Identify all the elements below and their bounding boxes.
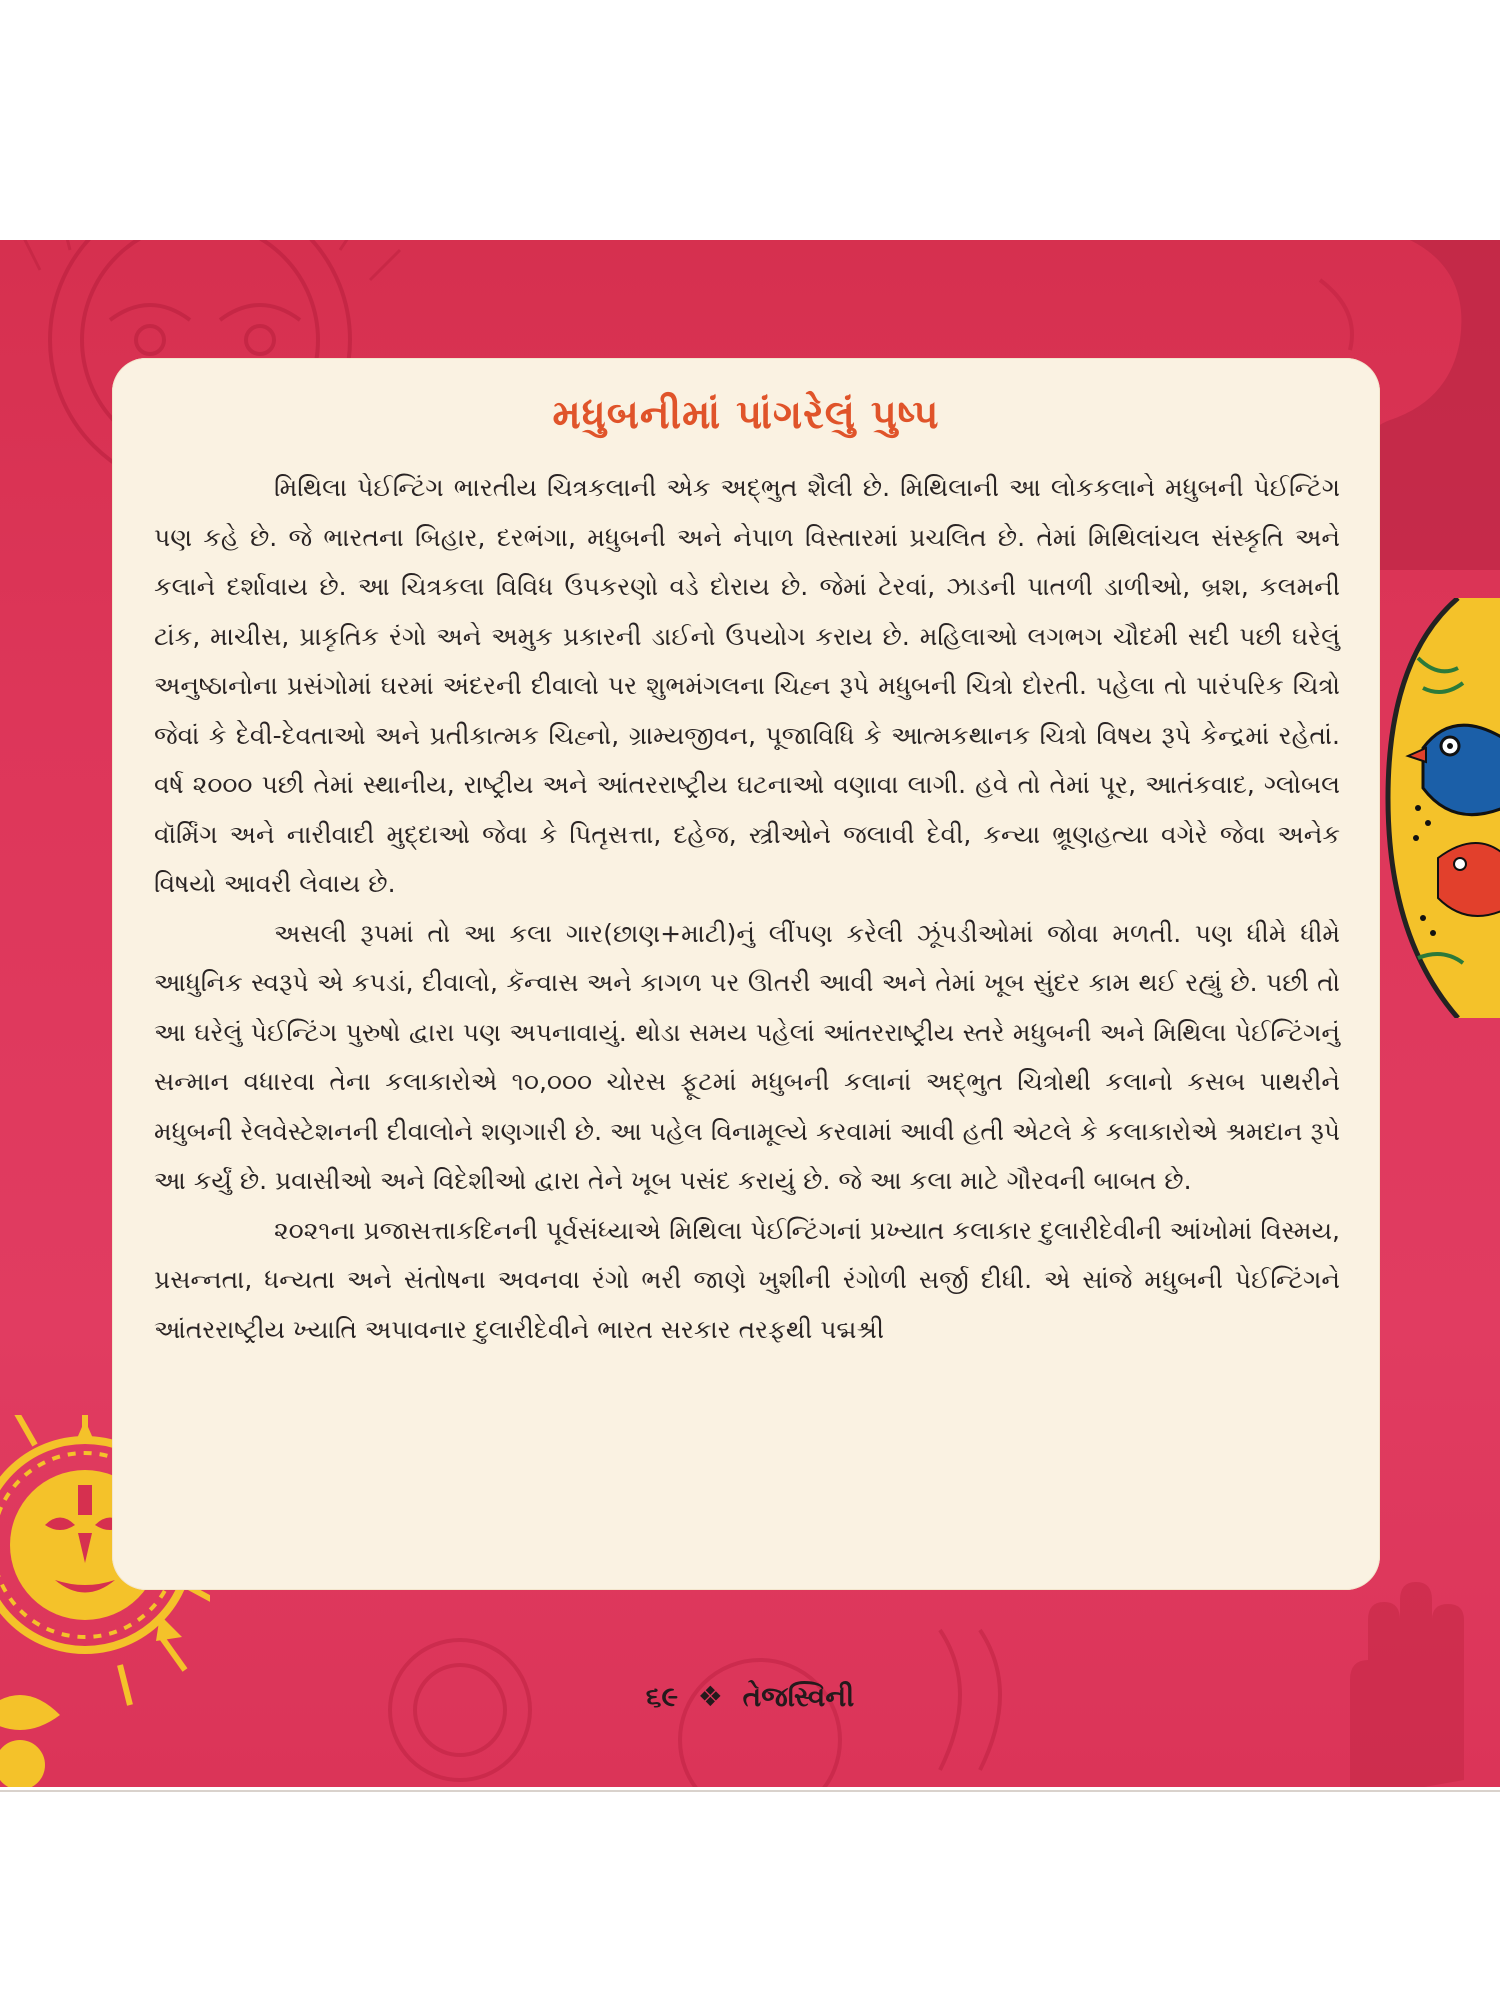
page-number: ૬૯ (645, 1680, 679, 1713)
page-footer (0, 1680, 1500, 1714)
page-edge-line (0, 1790, 1500, 1792)
article-panel (112, 358, 1380, 1590)
article-body (154, 463, 1340, 1354)
article-paragraph: મિથિલા પેઈન્ટિંગ ભારતીય ચિત્રકલાની એક અદ્ભુત શૈલી છે. મિથિલાની આ લોકકલાને મધુબની પેઈન્ટિંગ પણ કહે છે. જે ભારતના બિહાર, દરભંગા, મધુબની અને નેપાળ વિસ્તારમાં પ્રચલિત છે. તેમાં મિથિલાંચલ સંસ્કૃતિ અને કલાને દર્શાવાય છે. આ ચિત્રકલા વિવિધ ઉપકરણો વડે દોરાય છે. જેમાં ટેરવાં, ઝાડની પાતળી ડાળીઓ, બ્રશ, કલમની ટાંક, માચીસ, પ્રાકૃતિક રંગો અને અમુક પ્રકારની ડાઈનો ઉપયોગ કરાય છે. મહિલાઓ લગભગ ચૌદમી સદી પછી ઘરેલું અનુષ્ઠાનોના પ્રસંગોમાં ઘરમાં અંદરની દીવાલો પર શુભમંગલના ચિહ્ન રૂપે મધુબની ચિત્રો દોરતી. પહેલા તો પારંપરિક ચિત્રો જેવાં કે દેવી-દેવતાઓ અને પ્રતીકાત્મક ચિહ્નો, ગ્રામ્યજીવન, પૂજાવિધિ કે આત્મકથાનક ચિત્રો વિષય રૂપે કેન્દ્રમાં રહેતાં. વર્ષ ૨૦૦૦ પછી તેમાં સ્થાનીય, રાષ્ટ્રીય અને આંતરરાષ્ટ્રીય ઘટનાઓ વણાવા લાગી. હવે તો તેમાં પૂર, આતંકવાદ, ગ્લોબલ વૉર્મિંગ અને નારીવાદી મુદ્દાઓ જેવા કે પિતૃસત્તા, દહેજ, સ્ત્રીઓને જલાવી દેવી, કન્યા ભ્રૂણહત્યા વગેરે જેવા અનેક વિષયો આવરી લેવાય છે. (154, 473, 1340, 898)
bird-motif-icon (1378, 598, 1500, 1018)
article-title: મધુબનીમાં પાંગરેલું પુષ્પ (552, 392, 940, 438)
article-paragraph: અસલી રૂપમાં તો આ કલા ગાર(છાણ+માટી)નું લીંપણ કરેલી ઝૂંપડીઓમાં જોવા મળતી. પણ ધીમે ધીમે આધુનિક સ્વરૂપે એ કપડાં, દીવાલો, કૅન્વાસ અને કાગળ પર ઊતરી આવી અને તેમાં ખૂબ સુંદર કામ થઈ રહ્યું છે. પછી તો આ ઘરેલું પેઈન્ટિંગ પુરુષો દ્વારા પણ અપનાવાયું. થોડા સમય પહેલાં આંતરરાષ્ટ્રીય સ્તરે મધુબની અને મિથિલા પેઈન્ટિંગનું સન્માન વધારવા તેના કલાકારોએ ૧૦,૦૦૦ ચોરસ ફૂટમાં મધુબની કલાનાં અદ્ભુત ચિત્રોથી કલાનો કસબ પાથરીને મધુબની રેલવેસ્ટેશનની દીવાલોને શણગારી છે. આ પહેલ વિનામૂલ્યે કરવામાં આવી હતી એટલે કે કલાકારોએ શ્રમદાન રૂપે આ કર્યું છે. પ્રવાસીઓ અને વિદેશીઓ દ્વારા તેને ખૂબ પસંદ કરાયું છે. જે આ કલા માટે ગૌરવની બાબત છે. (154, 918, 1340, 1195)
article-paragraph: ૨૦૨૧ના પ્રજાસત્તાકદિનની પૂર્વસંધ્યાએ મિથિલા પેઈન્ટિંગનાં પ્રખ્યાત કલાકાર દુલારીદેવીની આંખોમાં વિસ્મય, પ્રસન્નતા, ધન્યતા અને સંતોષના અવનવા રંગો ભરી જાણે ખુશીની રંગોળી સર્જી દીધી. એ સાંજે મધુબની પેઈન્ટિંગને આંતરરાષ્ટ્રીય ખ્યાતિ અપાવનાર દુલારીદેવીને ભારત સરકાર તરફથી પદ્મશ્રી (154, 1215, 1340, 1344)
separator-diamond-icon: ❖ (697, 1680, 723, 1713)
page-margin-bottom (0, 1787, 1500, 2000)
book-title: તેજસ્વિની (742, 1680, 855, 1713)
page-margin-top (0, 0, 1500, 240)
